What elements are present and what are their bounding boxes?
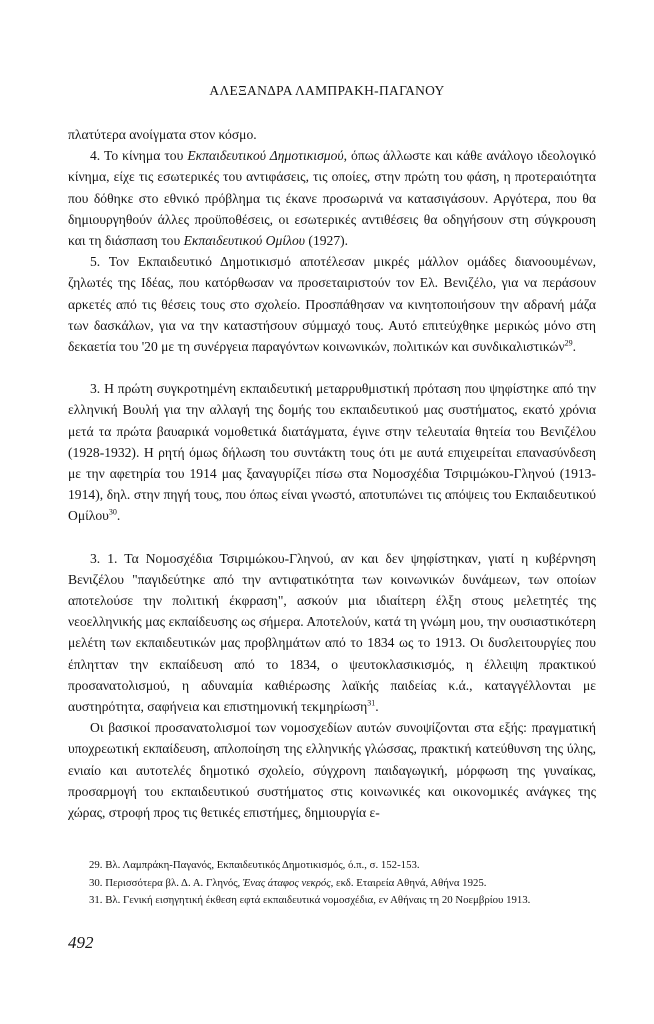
footnote-ref: 31 [367,698,376,708]
running-head: ΑΛΕΞΑΝΔΡΑ ΛΑΜΠΡΑΚΗ-ΠΑΓΑΝΟΥ [209,83,445,98]
paragraph-section-3: 3. Η πρώτη συγκροτημένη εκπαιδευτική μεταρρυθμιστική πρόταση που ψηφίστηκε από την ελληνική Βουλή για την αλλαγή της δομής του εκπαιδευτικού μας συστήματος, εκατό χρόνια μετά τα πρώτα βαυαρικά νομοθετικά διατάγματα, έγινε στην τελευταία θητεία του Βενιζέλου (1928-1932). Η ρητή όμως δήλωση του συντάκτη τους ότι με αυτά επιχειρείται επανασύνδεση με την αφετηρία του 1914 μας ξαναγυρίζει πίσω στα Νομοσχέδια Τσιριμώκου-Γληνού (1913-1914), δηλ. στην πηγή τους, που όπως είναι γνωστό, αποτυπώνει τις απόψεις του Εκπαιδευτικού Ομίλου$^{30}$. [68,381,596,524]
body-text [68,124,596,823]
footnote-ref: 30 [108,507,117,517]
paragraph-orientations: Οι βασικοί προσανατολισμοί των νομοσχεδίων αυτών συνοψίζονται στα εξής: πραγματική υποχρεωτική εκπαίδευση, απλοποίηση της ελληνικής γλώσσας, πρακτική κατεύθυνση της ύλης, ενιαίο και αυτοτελές δημοτικό σχολείο, σύγχρονη παιδαγωγική, μόρφωση της γυναίκας, προσαρμογή του εκπαιδευτικού συστήματος στις κοινωνικές και οικονομικές ανάγκες της χώρας, στροφή προς τις θετικές επιστήμες, δημιουργία ε- [68,720,596,821]
footnote-31: 31. Βλ. Γενική εισηγητική έκθεση εφτά εκπαιδευτικά νομοσχέδια, εν Αθήναις τη 20 Νοεμβρίου 1913. [89,894,531,906]
italic-title: Εκπαιδευτικού Δημοτικισμού [187,148,344,164]
paragraph-section-3-1: 3. 1. Τα Νομοσχέδια Τσιριμώκου-Γληνού, αν και δεν ψηφίστηκαν, γιατί η κυβέρνηση Βενιζέλου "παγιδεύτηκε από την αντιφατικότητα των κοινωνικών δυνάμεων, των οποίων αποτελούσε την πολιτική έκφραση", ασκούν μια ιδιαίτερη έλξη στους μελετητές της νεοελληνικής μας εκπαίδευσης ως σήμερα. Αποτελούν, κατά τη γνώμη μου, την ουσιαστικότερη μελέτη των εκπαιδευτικών μας προβλημάτων από το 1834 ως το 1913. Οι δυσλειτουργίες που έπλητταν την εκπαίδευση από το 1834, ο ψευτοκλασικισμός, η έλλειψη πρακτικού προσανατολισμού, η αδυναμία καθιέρωσης λαϊκής παιδείας κ.ά., καταγγέλλονται με αυστηρότητα, σαφήνεια και επιστημονική τεκμηρίωση$^{31}$. [68,550,596,715]
paragraph-continuation: πλατύτερα ανοίγματα στον κόσμο. [68,127,257,142]
paragraph-point-5: 5. Τον Εκπαιδευτικό Δημοτικισμό αποτέλεσαν μικρές μάλλον ομάδες διανοουμένων, ζηλωτές της Ιδέας, που κατόρθωσαν να προσεταιριστούν τον Ελ. Βενιζέλο, για να περάσουν αρκετές από τις θέσεις τους στο σχολείο. Προσπάθησαν να κινητοποιήσουν την αδρανή μάζα των δασκάλων, για να την καταστήσουν σύμμαχό τους. Αυτό επιτεύχθηκε μερικώς μόνο στη δεκαετία του '20 με τη συνέργεια παραγόντων κοινωνικών, πολιτικών και συνδικαλιστικών$^{29}$. [68,254,596,355]
footnotes [68,857,596,910]
page-number: 492 [68,933,94,952]
footnote-29: 29. Βλ. Λαμπράκη-Παγανός, Εκπαιδευτικός Δημοτικισμός, ό.π., σ. 152-153. [89,859,420,871]
italic-title: Ένας άταφος νεκρός [242,876,331,889]
footnote-ref: 29 [564,338,573,348]
paragraph-point-4: 4. Το κίνημα του Εκπαιδευτικού Δημοτικισμού, όπως άλλωστε και κάθε ανάλογο ιδεολογικό κίνημα, είχε τις εσωτερικές του αντιφάσεις, τις οποίες, στην πρώτη του φάση, η προτεραιότητα που δόθηκε στο εθνικό πρόβλημα τις έκανε προσωρινά να κατασιγάσουν. Αργότερα, που θα δημιουργηθούν άλλες προϋποθέσεις, οι εσωτερικές αντιθέσεις θα οδηγήσουν στη σύγκρουση και τη διάσπαση του Εκπαιδευτικού Ομίλου (1927). [68,148,597,249]
italic-title: Εκπαιδευτικού Ομίλου [183,233,306,249]
footnote-30: 30. Περισσότερα βλ. Δ. Α. Γληνός, Ένας άταφος νεκρός, εκδ. Εταιρεία Αθηνά, Αθήνα 1925. [89,876,487,889]
